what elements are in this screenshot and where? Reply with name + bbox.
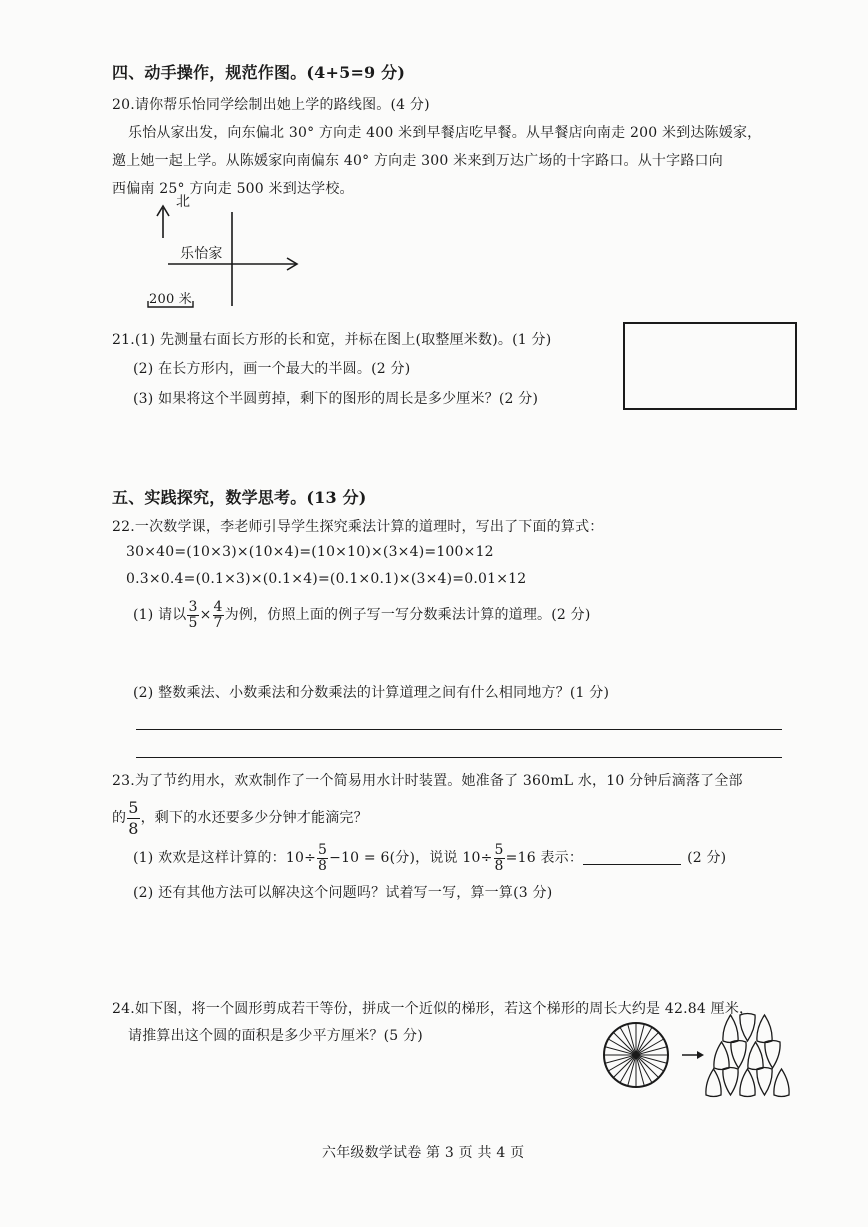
q22-part2: (2) 整数乘法、小数乘法和分数乘法的计算道理之间有什么相同地方？(1 分) <box>133 685 610 701</box>
north-label: 北 <box>176 194 191 210</box>
sector-piece <box>723 1068 738 1096</box>
sector-line <box>608 1039 663 1071</box>
times-sign: × <box>199 607 212 623</box>
q23-part1-middle: −10 = 6(分)，说说 10÷ <box>329 850 493 866</box>
q22-part1-prefix: (1) 请以 <box>133 607 187 623</box>
sector-piece <box>740 1069 755 1097</box>
sector-piece <box>731 1041 746 1069</box>
q24-line2: 请推算出这个圆的面积是多少平方厘米？(5 分) <box>128 1028 423 1044</box>
home-label: 乐怡家 <box>180 246 223 262</box>
q21-part3: (3) 如果将这个半圆剪掉，剩下的图形的周长是多少厘米？(2 分) <box>133 391 539 407</box>
measure-rectangle <box>623 322 797 410</box>
q23-part1-score: (2 分) <box>687 850 727 866</box>
fraction-denominator: 7 <box>213 614 223 631</box>
fraction-numerator: 5 <box>494 841 504 858</box>
sector-line <box>605 1047 667 1064</box>
q23-line2 <box>112 795 368 841</box>
fraction-5-8 <box>127 798 139 839</box>
sector-line <box>613 1032 658 1077</box>
q22-part1 <box>133 595 591 635</box>
fraction-denominator: 8 <box>128 818 139 838</box>
sector-line <box>620 1027 652 1082</box>
q22-part1-suffix: 为例，仿照上面的例子写一写分数乘法计算的道理。(2 分) <box>224 607 591 623</box>
sector-line <box>628 1024 645 1086</box>
sector-piece <box>757 1068 772 1096</box>
fraction-4-7 <box>213 600 224 631</box>
sector-piece <box>774 1069 789 1097</box>
fraction-denominator: 8 <box>318 857 328 874</box>
sector-piece <box>748 1042 763 1070</box>
q21-part2: (2) 在长方形内，画一个最大的半圆。(2 分) <box>133 361 411 377</box>
approx-trapezoid <box>706 1014 789 1097</box>
q20-title: 20.请你帮乐怡同学绘制出她上学的路线图。(4 分) <box>112 97 430 113</box>
fraction-numerator: 5 <box>128 797 139 817</box>
sector-line <box>608 1039 663 1071</box>
page-footer: 六年级数学试卷 第 3 页 共 4 页 <box>322 1145 525 1161</box>
fraction-numerator: 5 <box>318 841 328 858</box>
transform-arrow-head <box>697 1051 704 1059</box>
fraction-denominator: 8 <box>494 857 504 874</box>
circle-sector-lines <box>604 1023 668 1087</box>
sector-piece <box>714 1042 729 1070</box>
sector-piece <box>765 1041 780 1069</box>
section4-heading: 四、动手操作，规范作图。(4+5=9 分) <box>112 63 406 82</box>
sector-line <box>605 1047 667 1064</box>
fraction-denominator: 5 <box>188 614 198 631</box>
q22-equation1: 30×40=(10×3)×(10×4)=(10×10)×(3×4)=100×12 <box>126 544 494 560</box>
q23-part1-middle2: =16 表示： <box>505 850 584 866</box>
q21-part1: 21.(1) 先测量右面长方形的长和宽，并标在图上(取整厘米数)。(1 分) <box>112 332 552 348</box>
q23-part1-prefix: (1) 欢欢是这样计算的：10÷ <box>133 850 317 866</box>
q23-line1: 23.为了节约用水，欢欢制作了一个简易用水计时装置。她准备了 360mL 水，10 分钟后滴落了全部 <box>112 773 743 789</box>
sector-piece <box>757 1015 772 1043</box>
fraction-5-8 <box>494 843 505 874</box>
q23-line2-prefix: 的 <box>112 810 127 826</box>
q24-line1: 24.如下图，将一个圆形剪成若干等份，拼成一个近似的梯形，若这个梯形的周长大约是 42.84 厘米， <box>112 1001 754 1017</box>
sector-line <box>613 1032 658 1077</box>
q22-title: 22.一次数学课，李老师引导学生探究乘法计算的道理时，写出了下面的算式： <box>112 519 604 535</box>
answer-blank[interactable] <box>583 852 681 865</box>
section5-heading: 五、实践探究，数学思考。(13 分) <box>112 488 367 507</box>
q22-equation2: 0.3×0.4=(0.1×3)×(0.1×4)=(0.1×0.1)×(3×4)=0.01×12 <box>126 571 527 587</box>
answer-line <box>136 757 782 758</box>
sector-line <box>628 1024 645 1086</box>
scale-label: 200 米 <box>149 292 192 307</box>
answer-line <box>136 729 782 730</box>
north-arrow-head <box>157 206 169 216</box>
sector-piece <box>723 1015 738 1043</box>
east-axis-arrow <box>287 258 297 270</box>
q23-part2: (2) 还有其他方法可以解决这个问题吗？试着写一写，算一算(3 分) <box>133 885 553 901</box>
sector-piece <box>706 1069 721 1097</box>
sector-line <box>620 1027 652 1082</box>
cut-circle <box>604 1023 668 1087</box>
q20-line1: 乐怡从家出发，向东偏北 30° 方向走 400 米到早餐店吃早餐。从早餐店向南走 200 米到达陈媛家， <box>128 125 762 141</box>
fraction-numerator: 3 <box>188 598 198 615</box>
fraction-5-8 <box>317 843 328 874</box>
fraction-3-5 <box>187 600 198 631</box>
fraction-numerator: 4 <box>213 598 223 615</box>
q23-line2-suffix: ，剩下的水还要多少分钟才能滴完？ <box>140 810 368 826</box>
q20-line2: 邀上她一起上学。从陈媛家向南偏东 40° 方向走 300 米来到万达广场的十字路口。从十字路口向 <box>112 153 723 169</box>
q20-line3: 西偏南 25° 方向走 500 米到达学校。 <box>112 181 354 197</box>
q23-part1 <box>133 838 726 878</box>
